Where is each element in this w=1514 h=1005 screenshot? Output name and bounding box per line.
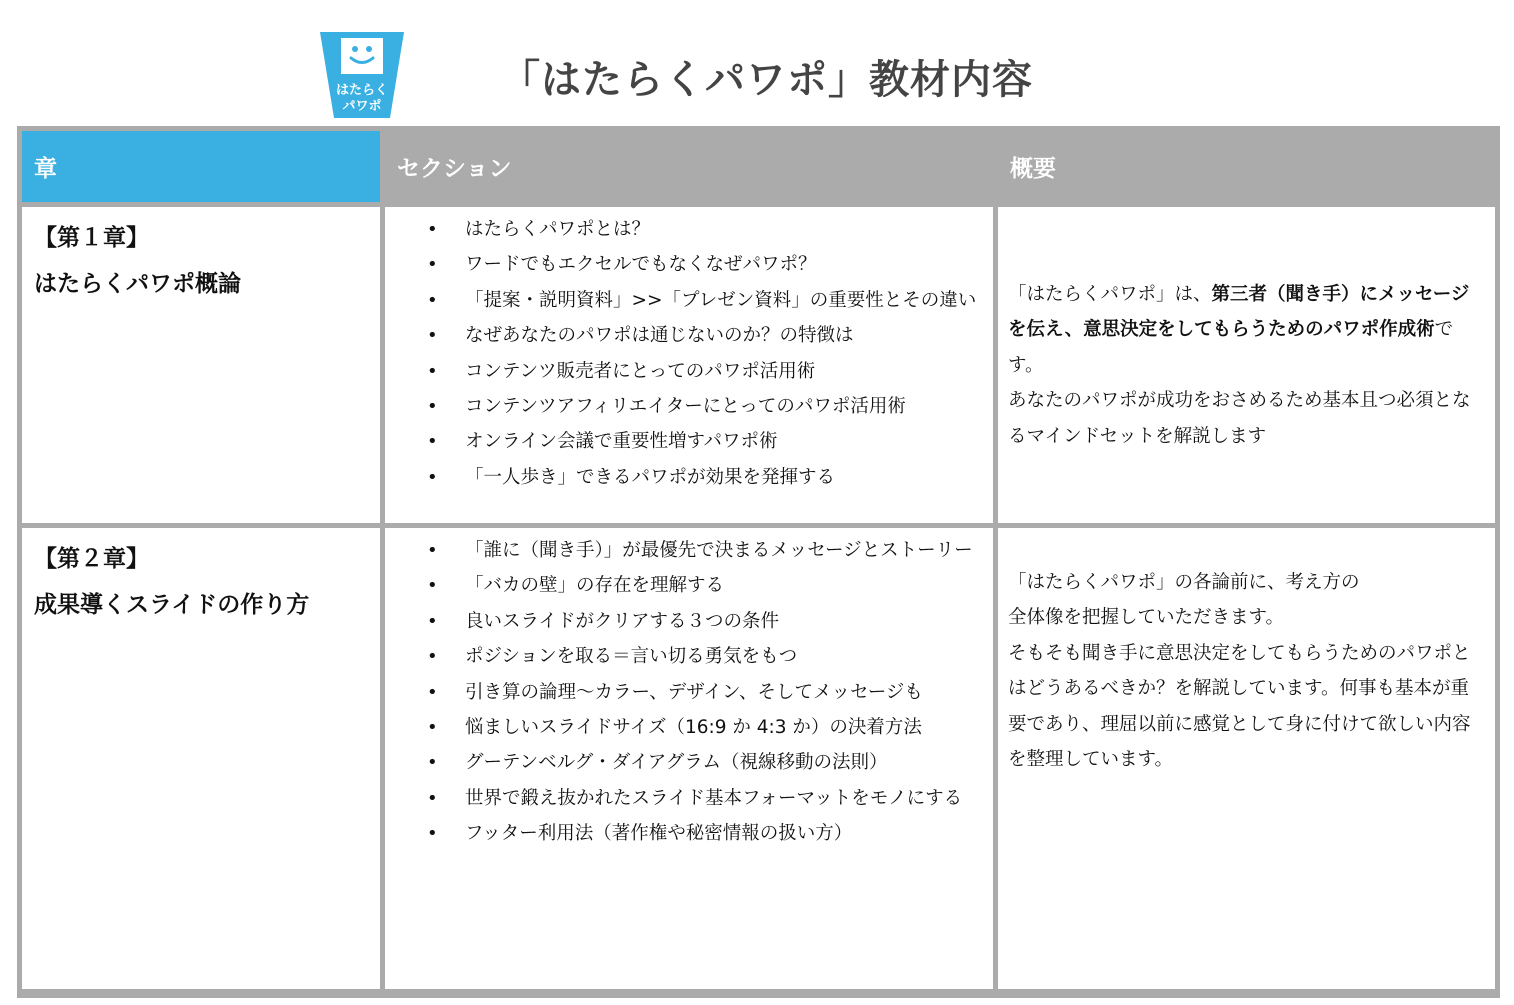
hataraku-pawapo-logo <box>320 32 404 118</box>
section-item: • なぜあなたのパワポは通じないのか？の特徴は <box>427 318 993 353</box>
row2-section-cell <box>385 528 993 989</box>
section-item: • フッター利用法（著作権や秘密情報の扱い方） <box>427 816 993 851</box>
summary-text-part: あなたのパワポが成功をおさめるため基本且つ必須となるマインドセットを解説します <box>1008 390 1471 447</box>
page-title: 「はたらくパワポ」教材内容 <box>500 57 1033 103</box>
header-section: セクション <box>385 131 993 202</box>
section-item: • ポジションを取る＝言い切る勇気をもつ <box>427 639 993 674</box>
logo-text-line2: パワポ <box>342 99 382 114</box>
section-item: • オンライン会議で重要性増すパワポ術 <box>427 424 993 459</box>
section-item: • 世界で鍛え抜かれたスライド基本フォーマットをモノにする <box>427 781 993 816</box>
logo-text-line1: はたらく <box>335 83 389 98</box>
header-chapter: 章 <box>22 131 380 202</box>
summary-emphasis: 第三者（聞き手）にメッセージを伝え、意思決定をしてもらうためのパワポ作成術 <box>1008 284 1470 341</box>
section-list <box>385 207 993 495</box>
row1-section-cell <box>385 207 993 523</box>
chapter-title: 成果導くスライドの作り方 <box>34 592 310 618</box>
curriculum-table <box>17 126 1500 998</box>
row2-summary-cell <box>998 528 1495 989</box>
section-item: • 「誰に（聞き手）」が最優先で決まるメッセージとストーリー <box>427 533 993 568</box>
section-item: • 悩ましいスライドサイズ（16:9 か 4:3 か）の決着方法 <box>427 710 993 745</box>
section-item: • コンテンツ販売者にとってのパワポ活用術 <box>427 354 993 389</box>
summary-text-part: 「はたらくパワポ」は、 <box>1008 284 1212 305</box>
summary-line: そもそも聞き手に意思決定をしてもらうためのパワポとはどうあるべきか？を解説しています。何事も基本が重要であり、理屈以前に感覚として身に付けて欲しい内容を整理しています。 <box>1008 642 1471 771</box>
section-item: • コンテンツアフィリエイターにとってのパワポ活用術 <box>427 389 993 424</box>
summary-text <box>998 207 1495 454</box>
section-item: • 引き算の論理～カラー、デザイン、そしてメッセージも <box>427 675 993 710</box>
header-summary: 概要 <box>998 131 1495 202</box>
summary-line: 「はたらくパワポ」の各論前に、考え方の <box>1008 572 1360 593</box>
section-item: • 「一人歩き」できるパワポが効果を発揮する <box>427 460 993 495</box>
section-item: • 良いスライドがクリアする３つの条件 <box>427 604 993 639</box>
section-item: • 「バカの壁」の存在を理解する <box>427 568 993 603</box>
row1-summary-cell <box>998 207 1495 523</box>
section-item: • ワードでもエクセルでもなくなぜパワポ？ <box>427 247 993 282</box>
summary-text <box>998 528 1495 777</box>
section-item: • はたらくパワポとは？ <box>427 212 993 247</box>
row1-chapter-cell <box>22 207 380 523</box>
section-list <box>385 528 993 852</box>
section-item: • 「提案・説明資料」>>「プレゼン資料」の重要性とその違い <box>427 283 993 318</box>
chapter-title: はたらくパワポ概論 <box>34 271 241 297</box>
summary-line: 全体像を把握していただきます。 <box>1008 607 1285 629</box>
summary-text-part: です。 <box>1008 319 1454 376</box>
row2-chapter-cell <box>22 528 380 989</box>
chapter-number: 【第１章】 <box>34 225 149 251</box>
section-item: • グーテンベルグ・ダイアグラム（視線移動の法則） <box>427 745 993 780</box>
chapter-number: 【第２章】 <box>34 546 149 572</box>
